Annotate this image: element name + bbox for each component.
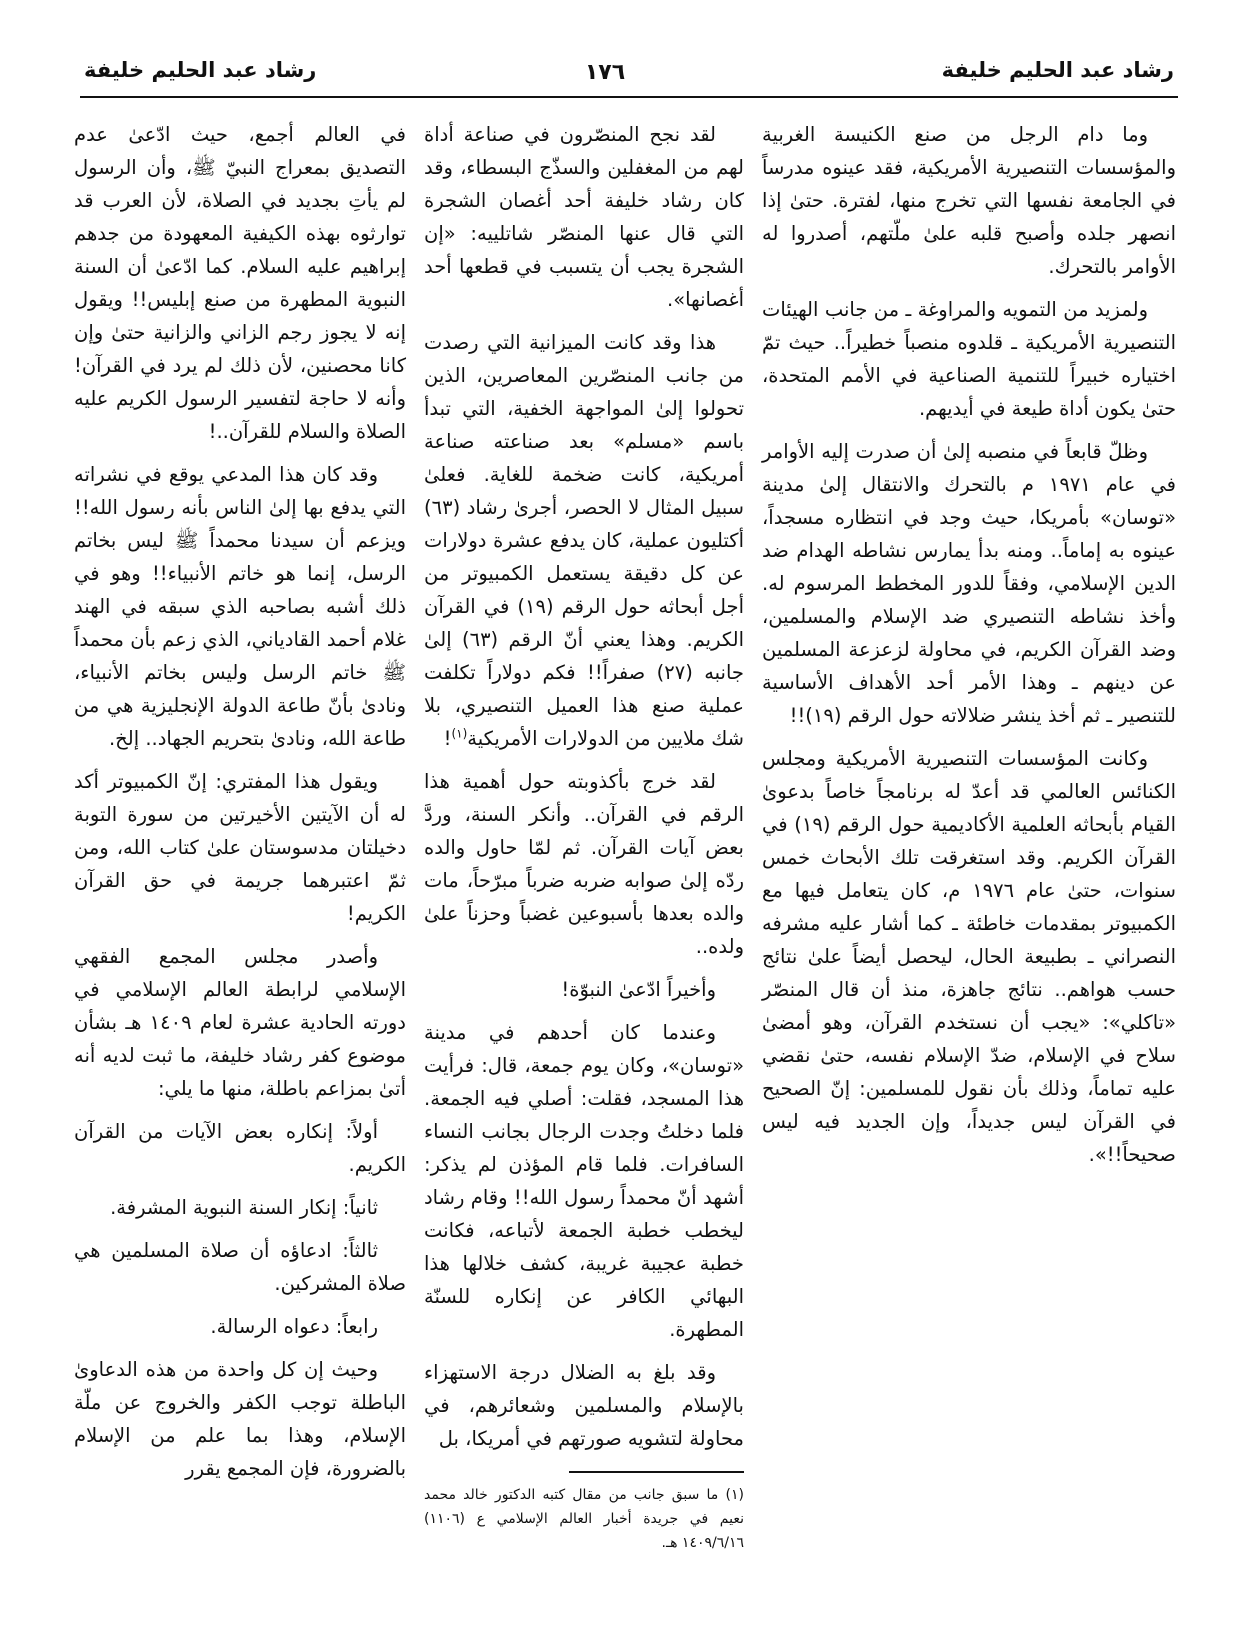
- column-right: [762, 118, 1176, 1181]
- paragraph: وقد كان هذا المدعي يوقع في نشراته التي يدفع بها إلىٰ الناس بأنه رسول الله!! ويزعم أن سيدنا محمداً ﷺ ليس بخاتم الرسل، إنما هو خاتم الأنبياء!! وهو في ذلك أشبه بصاحبه الذي سبقه في الهند غلام أحمد القادياني، الذي زعم بأن محمداً ﷺ خاتم الرسل وليس بخاتم الأنبياء، ونادىٰ بأنّ طاعة الدولة الإنجليزية هي من طاعة الله، ونادىٰ بتحريم الجهاد.. إلخ.: [74, 463, 406, 750]
- paragraph: وأخيراً ادّعىٰ النبوّة!: [561, 978, 716, 1001]
- paragraph-end: !: [443, 727, 452, 750]
- footnote-number: (١): [725, 1487, 744, 1503]
- page-number: ١٧٦: [584, 60, 626, 85]
- list-item: ثالثاً: ادعاؤه أن صلاة المسلمين هي صلاة المشركين.: [74, 1239, 406, 1295]
- running-title-left: رشاد عبد الحليم خليفة: [84, 58, 317, 82]
- running-title-right: رشاد عبد الحليم خليفة: [941, 58, 1174, 82]
- list-item: رابعاً: دعواه الرسالة.: [210, 1315, 378, 1338]
- list-item: أولاً: إنكاره بعض الآيات من القرآن الكريم.: [74, 1120, 406, 1176]
- footnote: [424, 1483, 744, 1555]
- paragraph: وظلّ قابعاً في منصبه إلىٰ أن صدرت إليه الأوامر في عام ١٩٧١ م بالتحرك والانتقال إلىٰ مدينة «توسان» بأمريكا، حيث وجد في انتظاره مسجداً، عينوه به إماماً.. ومنه بدأ يمارس نشاطه الهدام ضد الدين الإسلامي، وفقاً للدور المخطط المرسوم له. وأخذ نشاطه التنصيري ضد الإسلام والمسلمين، وضد القرآن الكريم، في محاولة لزعزعة المسلمين عن دينهم ـ وهذا الأمر أحد الأهداف الأساسية للتنصير ـ ثم أخذ ينشر ضلالاته حول الرقم (١٩)!!: [762, 440, 1177, 727]
- paragraph: وحيث إن كل واحدة من هذه الدعاوىٰ الباطلة توجب الكفر والخروج عن ملّة الإسلام، وهذا بما علم من الإسلام بالضرورة، فإن المجمع يقرر: [74, 1358, 406, 1480]
- paragraph: في العالم أجمع، حيث ادّعىٰ عدم التصديق بمعراج النبيّ ﷺ، وأن الرسول لم يأتِ بجديد في الصلاة، لأن العرب قد توارثوه بهذه الكيفية المعهودة من جدهم إبراهيم عليه السلام. كما ادّعىٰ أن السنة النبوية المطهرة من صنع إبليس!! ويقول إنه لا يجوز رجم الزاني والزانية حتىٰ وإن كانا محصنين، لأن ذلك لم يرد في القرآن! وأنه لا حاجة لتفسير الرسول الكريم عليه الصلاة والسلام للقرآن..!: [74, 123, 406, 443]
- paragraph: وقد بلغ به الضلال درجة الاستهزاء بالإسلام والمسلمين وشعائرهم، في محاولة لتشويه صورتهم في أمريكا، بل: [424, 1361, 744, 1450]
- paragraph: ويقول هذا المفتري: إنّ الكمبيوتر أكد له أن الآيتين الأخيرتين من سورة التوبة دخيلتان مدسوستان علىٰ كتاب الله، ومن ثمّ اعتبرهما جريمة في حق القرآن الكريم!: [74, 770, 406, 925]
- footnote-rule: [569, 1471, 744, 1473]
- column-left: [74, 118, 406, 1495]
- paragraph: [424, 326, 744, 755]
- paragraph: وعندما كان أحدهم في مدينة «توسان»، وكان يوم جمعة، قال: فرأيت هذا المسجد، فقلت: أصلي فيه الجمعة. فلما دخلتُ وجدت الرجال بجانب النساء السافرات. فلما قام المؤذن لم يذكر: أشهد أنّ محمداً رسول الله!! وقام رشاد ليخطب خطبة الجمعة لأتباعه، فكانت خطبة عجيبة غريبة، كشف خلالها هذا البهائي الكافر عن إنكاره للسنّة المطهرة.: [424, 1021, 744, 1341]
- paragraph: لقد نجح المنصّرون في صناعة أداة لهم من المغفلين والسذّج البسطاء، وقد كان رشاد خليفة أحد أغصان الشجرة التي قال عنها المنصّر شاتلييه: «إن الشجرة يجب أن يتسبب في قطعها أحد أغصانها».: [424, 123, 744, 311]
- list-item: ثانياً: إنكار السنة النبوية المشرفة.: [110, 1196, 378, 1219]
- paragraph: ولمزيد من التمويه والمراوغة ـ من جانب الهيئات التنصيرية الأمريكية ـ قلدوه منصباً خطيراً.. حيث تمّ اختياره خبيراً للتنمية الصناعية في الأمم المتحدة، حتىٰ يكون أداة طيعة في أيديهم.: [762, 298, 1176, 420]
- header-rule: [80, 96, 1178, 98]
- column-middle: [424, 118, 744, 1555]
- paragraph: وأصدر مجلس المجمع الفقهي الإسلامي لرابطة العالم الإسلامي في دورته الحادية عشرة لعام ١٤٠٩ هـ بشأن موضوع كفر رشاد خليفة، ما ثبت لديه أنه أتىٰ بمزاعم باطلة، منها ما يلي:: [74, 945, 406, 1100]
- footnote-marker[interactable]: (١): [451, 726, 468, 741]
- paragraph-text: هذا وقد كانت الميزانية التي رصدت من جانب المنصّرين المعاصرين، الذين تحولوا إلىٰ المواجهة الخفية، التي تبدأ باسم «مسلم» بعد صناعته صناعة أمريكية، كانت ضخمة للغاية. فعلىٰ سبيل المثال لا الحصر، أجرىٰ رشاد (٦٣) أكتليون عملية، كان يدفع عشرة دولارات عن كل دقيقة يستعمل الكمبيوتر من أجل أبحاثه حول الرقم (١٩) في القرآن الكريم. وهذا يعني أنّ الرقم (٦٣) إلىٰ جانبه (٢٧) صفراً!! فكم دولاراً تكلفت عملية صنع هذا العميل التنصيري، بلا شك ملايين من الدولارات الأمريكية: [424, 331, 744, 750]
- paragraph: وكانت المؤسسات التنصيرية الأمريكية ومجلس الكنائس العالمي قد أعدّ له برنامجاً خاصاً بدعوىٰ القيام بأبحاثه العلمية الأكاديمية حول الرقم (١٩) في القرآن الكريم. وقد استغرقت تلك الأبحاث خمس سنوات، حتىٰ عام ١٩٧٦ م، كان يتعامل فيها مع الكمبيوتر بمقدمات خاطئة ـ كما أشار عليه مشرفه النصراني ـ بطبيعة الحال، ليحصل أيضاً علىٰ نتائج حسب هواهم.. نتائج جاهزة، منذ أن قال المنصّر «تاكلي»: «يجب أن نستخدم القرآن، وهو أمضىٰ سلاح في الإسلام، ضدّ الإسلام نفسه، حتىٰ نقضي عليه تماماً، وذلك بأن نقول للمسلمين: إنّ الصحيح في القرآن ليس جديداً، وإن الجديد فيه ليس صحيحاً!!».: [762, 747, 1176, 1166]
- paragraph: وما دام الرجل من صنع الكنيسة الغربية والمؤسسات التنصيرية الأمريكية، فقد عينوه مدرساً في الجامعة نفسها التي تخرج منها، لفترة. حتىٰ إذا انصهر جلده وأصبح قلبه علىٰ ملّتهم، أصدروا له الأوامر بالتحرك.: [762, 123, 1176, 278]
- footnote-text: ما سبق جانب من مقال كتبه الدكتور خالد محمد نعيم في جريدة أخبار العالم الإسلامي ع (١١٠٦) ١٤٠٩/٦/١٦ هـ.: [424, 1487, 744, 1551]
- paragraph: لقد خرج بأكذوبته حول أهمية هذا الرقم في القرآن.. وأنكر السنة، وردَّ بعض آيات القرآن. ثم لمّا حاول والده ردّه إلىٰ صوابه ضربه ضرباً مبرّحاً، مات والده بعدها بأسبوعين غضباً وحزناً علىٰ ولده..: [424, 770, 744, 958]
